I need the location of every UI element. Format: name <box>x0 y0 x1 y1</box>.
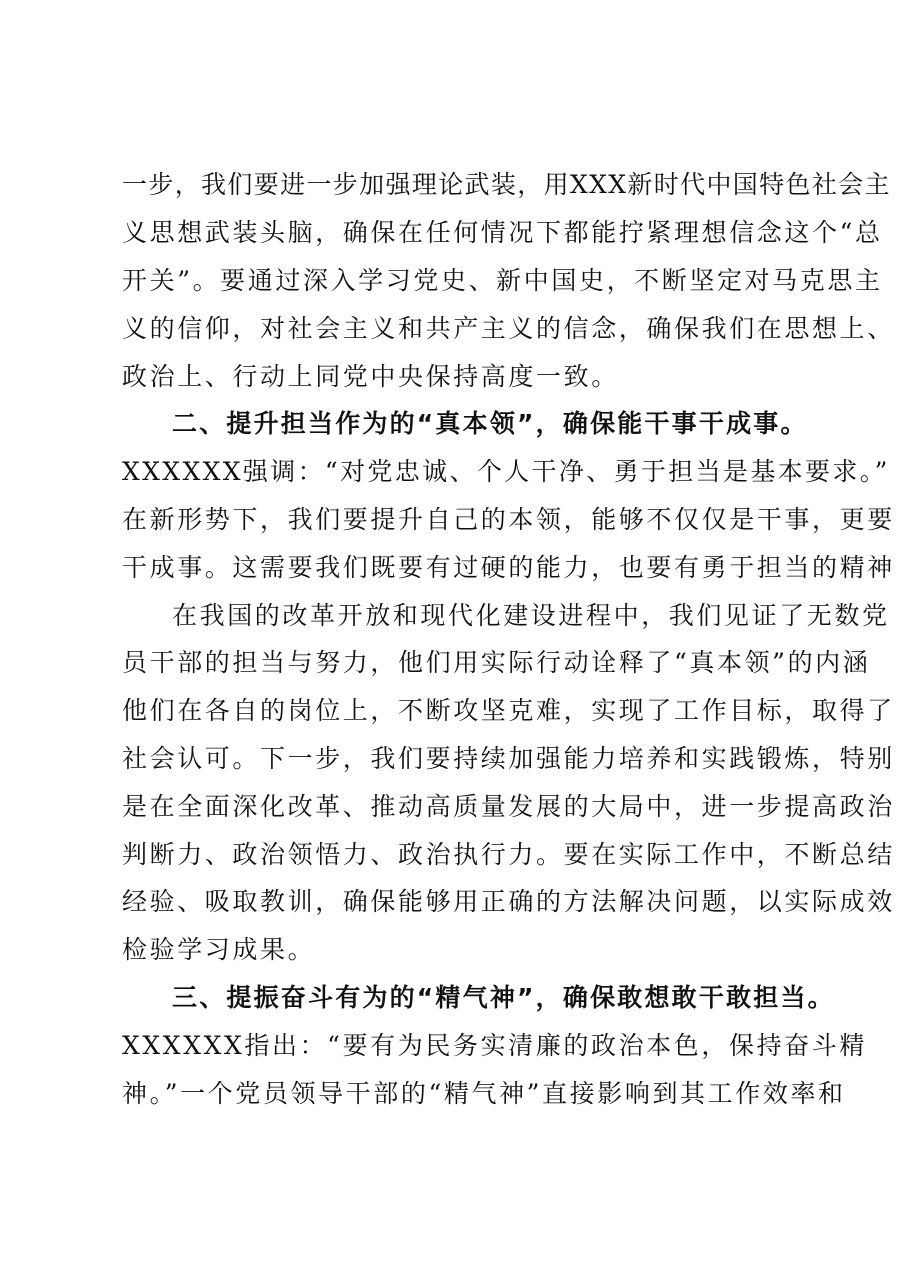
paragraph-line: 检验学习成果。 <box>122 935 316 964</box>
paragraph-line: 经验、吸取教训，确保能够用正确的方法解决问题，以实际成效 <box>122 887 895 916</box>
paragraph-line: 政治上、行动上同党中央保持高度一致。 <box>122 362 619 391</box>
paragraph-line: 是在全面深化改革、推动高质量发展的大局中，进一步提高政治 <box>122 792 895 821</box>
paragraph-line: 社会认可。下一步，我们要持续加强能力培养和实践锻炼，特别 <box>122 744 895 773</box>
paragraph-line: 干成事。这需要我们既要有过硬的能力，也要有勇于担当的精神 <box>122 553 895 582</box>
paragraph-line: XXXXXX强调：“对党忠诚、个人干净、勇于担当是基本要求。” <box>122 457 890 486</box>
section-heading-3: 三、提振奋斗有为的“精气神”，确保敢想敢干敢担当。 <box>172 983 835 1012</box>
paragraph-line: 义的信仰，对社会主义和共产主义的信念，确保我们在思想上、 <box>122 314 895 343</box>
paragraph-line: 他们在各自的岗位上，不断攻坚克难，实现了工作目标，取得了 <box>122 696 895 725</box>
paragraph-line: 在我国的改革开放和现代化建设进程中，我们见证了无数党 <box>172 601 890 630</box>
paragraph-line: 一步，我们要进一步加强理论武装，用XXX新时代中国特色社会主 <box>122 170 891 199</box>
paragraph-line: 在新形势下，我们要提升自己的本领，能够不仅仅是干事，更要 <box>122 505 895 534</box>
paragraph-line: 神。”一个党员领导干部的“精气神”直接影响到其工作效率和 <box>122 1079 846 1108</box>
paragraph-line: 判断力、政治领悟力、政治执行力。要在实际工作中，不断总结 <box>122 840 895 869</box>
paragraph-line: 义思想武装头脑，确保在任何情况下都能拧紧理想信念这个“总 <box>122 218 883 247</box>
paragraph-line: 员干部的担当与努力，他们用实际行动诠释了“真本领”的内涵 <box>122 648 871 677</box>
section-heading-2: 二、提升担当作为的“真本领”，确保能干事干成事。 <box>172 409 808 438</box>
paragraph-line: 开关”。要通过深入学习党史、新中国史，不断坚定对马克思主 <box>122 266 883 295</box>
paragraph-line: XXXXXX指出：“要有为民务实清廉的政治本色，保持奋斗精 <box>122 1031 867 1060</box>
